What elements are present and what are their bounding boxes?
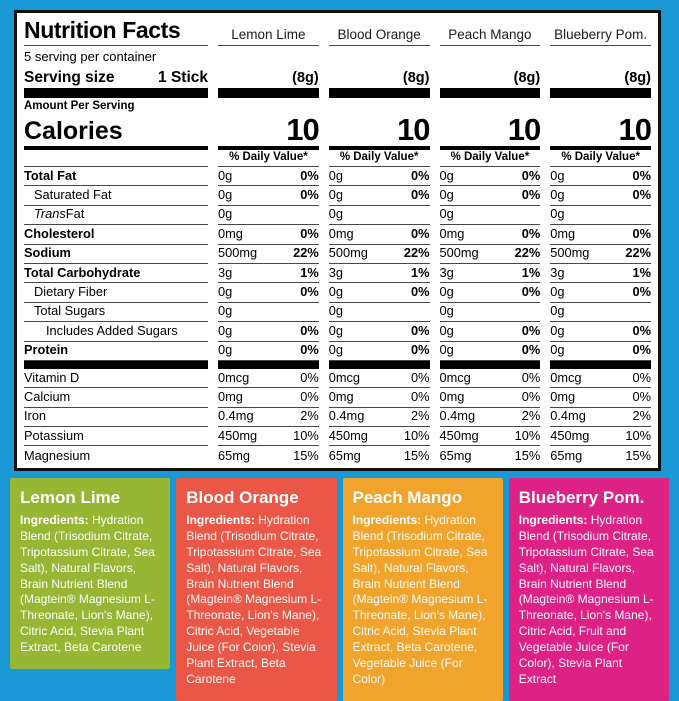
daily-value-header-peach-mango: % Daily Value* — [440, 150, 541, 167]
nutrient-value-magnesium-blood-orange — [329, 446, 430, 465]
daily-value: 0% — [300, 388, 319, 404]
amount: 0.4mg — [439, 408, 476, 424]
nutrient-value-includes-added-sugars-peach-mango — [440, 322, 541, 341]
nutrient-label-magnesium: Magnesium — [24, 448, 91, 464]
nutrient-label-saturated-fat: Saturated Fat — [24, 186, 208, 205]
amount: 0g — [218, 167, 233, 183]
amount: 0mg — [218, 225, 243, 241]
nutrient-value-trans-fat-blood-orange — [329, 206, 430, 225]
amount: 0mcg — [328, 369, 361, 385]
amount: 65mg — [439, 448, 472, 464]
daily-value: 0% — [300, 186, 319, 202]
ingredients-label: Ingredients: — [518, 512, 588, 527]
nutrient-value-cholesterol-lemon-lime — [218, 225, 319, 244]
amount: 0mcg — [439, 369, 471, 385]
nutrient-value-trans-fat-lemon-lime — [218, 206, 319, 225]
amount: 450mg — [328, 427, 368, 443]
nutrient-value-dietary-fiber-blueberry-pom — [550, 283, 651, 302]
ingredient-boxes — [10, 478, 669, 701]
daily-value: 22% — [514, 245, 541, 261]
nutrient-label-sodium: Sodium — [24, 245, 208, 264]
daily-value: 10% — [514, 427, 541, 443]
amount: 0g — [439, 167, 454, 183]
amount: 0g — [550, 206, 565, 222]
ingredients-text: Ingredients: Hydration Blend (Trisodium Citrate, Tripotassium Citrate, Sea Salt), Natural Flavors, Brain Nutrient Blend (Magtein® Magnesium L-Threonate, Lion's Mane), Citric Acid, Stevia Plant Extract, Beta Carotene — [20, 512, 155, 655]
daily-value: 15% — [403, 448, 430, 464]
nutrient-value-magnesium-lemon-lime — [218, 446, 319, 465]
nutrient-value-total-fat-blood-orange — [329, 167, 430, 186]
nutrient-value-cholesterol-blueberry-pom — [550, 225, 651, 244]
amount: 450mg — [550, 427, 590, 443]
amount: 3g — [550, 264, 565, 280]
flavor-title: Lemon Lime — [20, 488, 121, 507]
serving-size-label: Serving size — [24, 68, 115, 86]
amount: 500mg — [328, 245, 368, 261]
column-header-lemon-lime: Lemon Lime — [218, 14, 319, 46]
nutrient-value-dietary-fiber-lemon-lime — [218, 283, 319, 302]
daily-value: 1% — [411, 264, 430, 280]
amount: 0mg — [439, 388, 465, 404]
nutrient-value-total-carbohydrate-blood-orange — [329, 264, 430, 283]
nutrient-value-vitamin-d-peach-mango — [440, 369, 541, 388]
nutrition-facts-grid — [24, 14, 651, 466]
serving-grams-blueberry-pom: (8g) — [624, 69, 651, 86]
column-header-peach-mango: Peach Mango — [440, 14, 541, 46]
amount: 0mg — [550, 388, 576, 404]
thick-separator-bar — [24, 88, 208, 98]
calories-value-blood-orange: 10 — [329, 114, 430, 150]
amount: 0g — [218, 322, 233, 338]
daily-value: 0% — [411, 388, 430, 404]
nutrient-value-protein-blueberry-pom — [550, 342, 651, 361]
amount: 0mg — [328, 225, 354, 241]
amount: 0g — [550, 167, 565, 183]
nutrient-value-magnesium-blueberry-pom — [550, 446, 651, 465]
daily-value: 0% — [632, 388, 651, 404]
nutrient-value-saturated-fat-blueberry-pom — [550, 186, 651, 205]
nutrient-value-dietary-fiber-blood-orange — [329, 283, 430, 302]
nutrient-value-total-fat-lemon-lime — [218, 167, 319, 186]
daily-value: 1% — [632, 264, 651, 280]
ingredients-label: Ingredients: — [352, 512, 422, 527]
thin-separator-bar — [218, 361, 319, 369]
amount: 500mg — [550, 245, 590, 261]
amount: 0g — [439, 303, 454, 319]
flavor-title: Blueberry Pom. — [518, 488, 645, 507]
nutrient-value-protein-blood-orange — [329, 342, 430, 361]
ingredient-box-blood-orange — [176, 478, 336, 701]
spacer-cell-2 — [440, 46, 541, 65]
calories-value-peach-mango: 10 — [440, 114, 541, 150]
thin-separator-bar — [329, 361, 430, 369]
amount: 450mg — [439, 427, 479, 443]
nutrient-value-total-carbohydrate-peach-mango — [440, 264, 541, 283]
daily-value: 0% — [632, 186, 651, 202]
nutrient-value-magnesium-peach-mango — [440, 446, 541, 465]
daily-value: 0% — [521, 283, 541, 299]
serving-grams-lemon-lime: (8g) — [292, 69, 319, 86]
thick-separator-bar — [440, 88, 541, 98]
nutrient-value-calcium-peach-mango — [440, 388, 541, 407]
amount: 0g — [550, 283, 565, 299]
nutrient-value-potassium-lemon-lime — [218, 427, 319, 446]
daily-value: 10% — [293, 427, 319, 443]
amount: 0g — [328, 167, 343, 183]
daily-value: 0% — [411, 167, 430, 183]
amount: 0g — [218, 283, 233, 299]
daily-value: 2% — [300, 408, 319, 424]
daily-value: 15% — [293, 448, 319, 464]
daily-value: 1% — [521, 264, 541, 280]
ingredients-label: Ingredients: — [20, 512, 89, 527]
amount: 0g — [550, 303, 565, 319]
daily-value: 0% — [632, 283, 651, 299]
thick-separator-bar — [329, 88, 430, 98]
amount: 3g — [218, 264, 233, 280]
daily-value-header-lemon-lime: % Daily Value* — [218, 150, 319, 167]
daily-value-header-blueberry-pom: % Daily Value* — [550, 150, 651, 167]
daily-value: 0% — [632, 167, 651, 183]
amount: 0g — [218, 206, 233, 222]
amount: 0g — [328, 342, 343, 358]
column-header-blueberry-pom: Blueberry Pom. — [550, 14, 651, 46]
nutrient-value-total-fat-peach-mango — [440, 167, 541, 186]
nutrient-value-iron-blood-orange — [329, 408, 430, 427]
amount: 0mg — [550, 225, 576, 241]
nutrient-value-total-sugars-lemon-lime — [218, 303, 319, 322]
amount: 0g — [439, 322, 454, 338]
nutrient-value-saturated-fat-blood-orange — [329, 186, 430, 205]
daily-value-header-blood-orange: % Daily Value* — [329, 150, 430, 167]
nutrient-value-total-fat-blueberry-pom — [550, 167, 651, 186]
serving-grams-peach-mango: (8g) — [513, 69, 541, 86]
amount: 0g — [328, 322, 343, 338]
serving-size-row — [24, 65, 208, 88]
serving-grams-blood-orange: (8g) — [402, 69, 430, 86]
servings-per-container: 5 serving per container — [24, 49, 157, 64]
nutrient-label-total-fat: Total Fat — [24, 167, 208, 186]
nutrient-label-protein: Protein — [24, 342, 208, 361]
ingredient-box-peach-mango — [343, 478, 503, 701]
nutrient-value-protein-peach-mango — [440, 342, 541, 361]
daily-value: 0% — [521, 342, 541, 358]
daily-value: 0% — [411, 342, 430, 358]
amount: 0mcg — [218, 369, 250, 385]
nutrient-label-dietary-fiber: Dietary Fiber — [24, 283, 208, 302]
amount: 0g — [328, 303, 343, 319]
calories-label: Calories — [24, 114, 208, 150]
amount: 0g — [439, 342, 454, 358]
daily-value: 2% — [632, 408, 651, 424]
nutrient-value-saturated-fat-lemon-lime — [218, 186, 319, 205]
nutrient-value-calcium-lemon-lime — [218, 388, 319, 407]
thin-separator-bar — [550, 361, 651, 369]
nutrient-value-trans-fat-blueberry-pom — [550, 206, 651, 225]
daily-value: 0% — [300, 283, 319, 299]
nutrient-label-cholesterol: Cholesterol — [24, 225, 208, 244]
daily-value: 15% — [514, 448, 541, 464]
daily-value: 0% — [411, 225, 430, 241]
nutrient-value-iron-peach-mango — [440, 408, 541, 427]
ingredient-box-blueberry-pom — [509, 478, 669, 701]
daily-value: 0% — [300, 225, 319, 241]
nutrient-value-includes-added-sugars-blood-orange — [329, 322, 430, 341]
amount: 0.4mg — [328, 408, 365, 424]
nutrient-value-potassium-blueberry-pom — [550, 427, 651, 446]
amount: 0g — [218, 186, 233, 202]
daily-value: 0% — [521, 369, 541, 385]
amount: 0.4mg — [218, 408, 254, 424]
amount: 0mg — [218, 388, 243, 404]
nutrient-label-includes-added-sugars: Includes Added Sugars — [24, 322, 208, 341]
amount: 500mg — [218, 245, 258, 261]
daily-value: 0% — [521, 322, 541, 338]
amount: 3g — [328, 264, 343, 280]
amount: 0g — [328, 206, 343, 222]
nutrient-value-cholesterol-blood-orange — [329, 225, 430, 244]
daily-value: 0% — [300, 167, 319, 183]
nutrient-value-total-sugars-blueberry-pom — [550, 303, 651, 322]
nutrient-value-potassium-blood-orange — [329, 427, 430, 446]
amount: 0g — [550, 342, 565, 358]
amount: 0g — [218, 342, 233, 358]
amount: 500mg — [439, 245, 479, 261]
nutrition-facts-title: Nutrition Facts — [24, 14, 208, 46]
nutrient-value-saturated-fat-peach-mango — [440, 186, 541, 205]
column-header-blood-orange: Blood Orange — [329, 14, 430, 46]
nutrient-label-vitamin-d: Vitamin D — [24, 369, 208, 388]
daily-value: 0% — [521, 225, 541, 241]
flavor-title: Blood Orange — [186, 488, 299, 507]
daily-value: 0% — [300, 369, 319, 385]
daily-value: 15% — [625, 448, 651, 464]
nutrient-value-sodium-blood-orange — [329, 245, 430, 264]
calories-value-blueberry-pom: 10 — [550, 114, 651, 150]
daily-value: 0% — [521, 186, 541, 202]
thick-separator-bar — [218, 88, 319, 98]
nutrient-label-potassium: Potassium — [24, 427, 208, 446]
amount: 65mg — [218, 448, 251, 464]
nutrient-value-sodium-peach-mango — [440, 245, 541, 264]
nutrition-facts-panel — [14, 10, 661, 471]
nutrient-value-total-carbohydrate-lemon-lime — [218, 264, 319, 283]
ingredients-text: Ingredients: Hydration Blend (Trisodium Citrate, Tripotassium Citrate, Sea Salt), Natural Flavors, Brain Nutrient Blend (Magtein® Magnesium L-Threonate, Lion's Mane), Citric Acid, Vegetable Juice (For Color), Stevia Plant Extract, Beta Carotene — [186, 512, 322, 687]
nutrient-value-vitamin-d-lemon-lime — [218, 369, 319, 388]
daily-value: 0% — [632, 225, 651, 241]
nutrient-value-cholesterol-peach-mango — [440, 225, 541, 244]
daily-value: 0% — [300, 342, 319, 358]
amount: 0g — [328, 186, 343, 202]
ingredients-text: Ingredients: Hydration Blend (Trisodium Citrate, Tripotassium Citrate, Sea Salt), Natural Flavors, Brain Nutrient Blend (Magtein® Magnesium L-Threonate, Lion's Mane), Citric Acid, Stevia Plant Extract, Beta Carotene, Vegetable Juice (For Color) — [352, 512, 488, 687]
nutrient-label-calcium: Calcium — [24, 388, 208, 407]
nutrient-value-protein-lemon-lime — [218, 342, 319, 361]
amount: 0mg — [439, 225, 465, 241]
nutrient-value-dietary-fiber-peach-mango — [440, 283, 541, 302]
amount: 0g — [439, 206, 454, 222]
nutrient-label-iron: Iron — [24, 408, 208, 427]
spacer-cell-3 — [550, 46, 651, 65]
amount: 0g — [439, 283, 454, 299]
amount: 0g — [439, 186, 454, 202]
daily-value: 2% — [411, 408, 430, 424]
amount: 0.4mg — [550, 408, 586, 424]
nutrient-value-iron-lemon-lime — [218, 408, 319, 427]
serving-size-value: 1 Stick — [158, 68, 208, 86]
nutrient-value-includes-added-sugars-blueberry-pom — [550, 322, 651, 341]
nutrient-value-sodium-blueberry-pom — [550, 245, 651, 264]
amount: 65mg — [550, 448, 583, 464]
daily-value: 0% — [411, 322, 430, 338]
ingredient-box-lemon-lime — [10, 478, 170, 669]
calories-value-lemon-lime: 10 — [218, 114, 319, 150]
nutrient-value-calcium-blood-orange — [329, 388, 430, 407]
nutrient-value-vitamin-d-blood-orange — [329, 369, 430, 388]
amount: 0g — [328, 283, 343, 299]
daily-value: 0% — [521, 388, 541, 404]
amount: 450mg — [218, 427, 258, 443]
thin-separator-bar — [24, 361, 208, 369]
ingredients-text: Ingredients: Hydration Blend (Trisodium Citrate, Tripotassium Citrate, Sea Salt), Natural Flavors, Brain Nutrient Blend (Magtein® Magnesium L-Threonate, Lion's Mane), Citric Acid, Fruit and Vegetable Juice (For Color), Stevia Plant Extract — [518, 512, 654, 687]
amount: 0g — [550, 322, 565, 338]
nutrient-label-trans-fat: Trans Fat — [24, 206, 208, 225]
nutrient-value-sodium-lemon-lime — [218, 245, 319, 264]
daily-value: 0% — [300, 322, 319, 338]
amount: 0mg — [328, 388, 354, 404]
daily-value: 0% — [632, 369, 651, 385]
amount-per-serving-label: Amount Per Serving — [24, 99, 135, 112]
amount: 0g — [218, 303, 233, 319]
amount: 65mg — [328, 448, 361, 464]
daily-value: 10% — [625, 427, 651, 443]
nutrient-value-total-carbohydrate-blueberry-pom — [550, 264, 651, 283]
nutrient-label-total-sugars: Total Sugars — [24, 303, 208, 322]
daily-value: 0% — [521, 167, 541, 183]
daily-value: 0% — [411, 283, 430, 299]
daily-value: 22% — [625, 245, 651, 261]
amount: 0mcg — [550, 369, 582, 385]
nutrient-value-calcium-blueberry-pom — [550, 388, 651, 407]
daily-value: 0% — [632, 322, 651, 338]
nutrient-value-potassium-peach-mango — [440, 427, 541, 446]
nutrient-value-includes-added-sugars-lemon-lime — [218, 322, 319, 341]
nutrient-value-vitamin-d-blueberry-pom — [550, 369, 651, 388]
nutrient-label-total-carbohydrate: Total Carbohydrate — [24, 264, 208, 283]
daily-value: 0% — [411, 186, 430, 202]
daily-value: 10% — [403, 427, 430, 443]
amount: 3g — [439, 264, 454, 280]
daily-value: 1% — [300, 264, 319, 280]
thin-separator-bar — [440, 361, 541, 369]
nutrient-value-total-sugars-blood-orange — [329, 303, 430, 322]
daily-value: 2% — [521, 408, 541, 424]
ingredients-label: Ingredients: — [186, 512, 255, 527]
nutrient-value-iron-blueberry-pom — [550, 408, 651, 427]
nutrient-value-trans-fat-peach-mango — [440, 206, 541, 225]
daily-value: 22% — [403, 245, 430, 261]
thick-separator-bar — [550, 88, 651, 98]
daily-value: 0% — [411, 369, 430, 385]
daily-value: 22% — [293, 245, 319, 261]
daily-value-spacer — [24, 150, 208, 167]
spacer-cell-0 — [218, 46, 319, 65]
spacer-cell-1 — [329, 46, 430, 65]
daily-value: 0% — [632, 342, 651, 358]
amount: 0g — [550, 186, 565, 202]
nutrient-value-total-sugars-peach-mango — [440, 303, 541, 322]
flavor-title: Peach Mango — [352, 488, 463, 507]
